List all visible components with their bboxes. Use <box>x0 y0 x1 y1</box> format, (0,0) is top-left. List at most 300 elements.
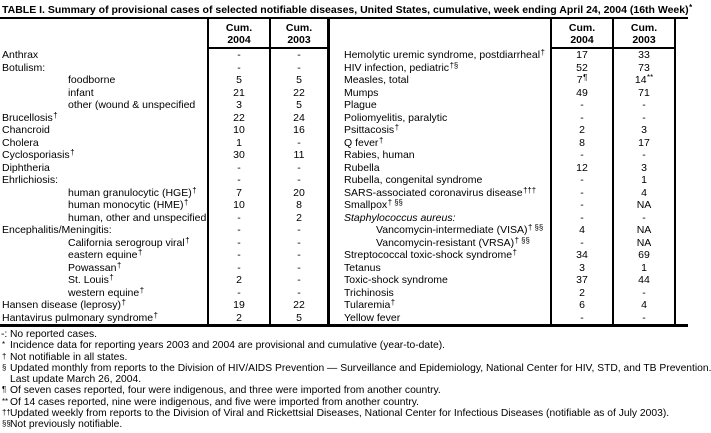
disease-label <box>0 99 207 112</box>
value-cum-2004 <box>207 237 269 250</box>
value-text: 24 <box>293 111 305 124</box>
value-cum-2003 <box>269 274 330 287</box>
value-cum-2003 <box>612 274 676 287</box>
footnote-marker: §§ <box>2 419 11 429</box>
disease-label <box>330 237 550 250</box>
value-text: - <box>237 236 241 249</box>
footnote-text: Incidence data for reporting years 2003 and 2004 are provisional and cumulative (year-to-date). <box>10 340 446 352</box>
value-cum-2003 <box>612 99 676 112</box>
value-text: 8 <box>296 199 302 211</box>
value-cum-2003 <box>269 162 330 175</box>
disease-label <box>0 174 207 187</box>
table-title-footnote-marker: * <box>689 3 693 12</box>
value-footnote-marker: ¶ <box>583 73 588 82</box>
value-cum-2004 <box>207 187 269 200</box>
disease-footnote-marker: † <box>137 248 143 257</box>
value-text: - <box>580 211 584 224</box>
value-cum-2003 <box>612 299 676 312</box>
value-cum-2004 <box>550 49 612 62</box>
disease-label <box>330 287 550 300</box>
disease-label <box>0 62 207 75</box>
footnote <box>0 397 688 408</box>
value-cum-2004 <box>550 99 612 112</box>
disease-name: Cyclosporiasis <box>2 149 70 161</box>
value-text: 44 <box>638 274 650 286</box>
disease-footnote-marker: ††† <box>523 185 537 195</box>
value-text: - <box>580 111 584 124</box>
value-cum-2004 <box>550 74 612 87</box>
value-text: 37 <box>576 274 588 286</box>
left-cum-2004-header: Cum. 2004 <box>207 19 269 49</box>
disease-footnote-marker: † <box>184 198 189 207</box>
disease-name: foodborne <box>68 74 116 86</box>
value-text: 7 <box>236 186 242 199</box>
value-text: - <box>642 111 646 124</box>
disease-name: Tetanus <box>344 261 381 274</box>
disease-footnote-marker: † <box>109 273 114 282</box>
value-text: 10 <box>233 199 245 211</box>
footnote-marker: ** <box>2 396 9 406</box>
value-text: 1 <box>236 136 242 149</box>
value-cum-2004 <box>207 137 269 150</box>
value-cum-2004 <box>207 124 269 137</box>
value-cum-2003 <box>612 137 676 150</box>
footnote-marker: § <box>2 362 7 372</box>
disease-label <box>0 162 207 175</box>
disease-label <box>330 199 550 212</box>
value-text: 71 <box>638 86 650 99</box>
value-cum-2003 <box>269 312 330 325</box>
disease-label <box>0 224 207 237</box>
value-cum-2003 <box>269 187 330 200</box>
value-cum-2003 <box>612 224 676 237</box>
footnote <box>0 340 688 351</box>
value-cum-2004 <box>550 124 612 137</box>
value-cum-2004 <box>207 212 269 225</box>
disease-label <box>330 262 550 275</box>
value-footnote-marker: ** <box>647 73 654 82</box>
disease-label <box>330 274 550 287</box>
footnotes-section <box>0 327 711 431</box>
footnote-text: Updated monthly from reports to the Division of HIV/AIDS Prevention — Surveillance and Epidemiology, National Center for HIV, STD, and TB Prevention. <box>10 362 711 374</box>
value-cum-2003 <box>269 287 330 300</box>
disease-label <box>330 174 550 187</box>
footnote-text: Of seven cases reported, four were indigenous, and three were imported from another country. <box>10 385 441 397</box>
disease-label <box>330 299 550 312</box>
value-text: 12 <box>576 161 588 174</box>
value-cum-2003 <box>612 149 676 162</box>
disease-label <box>0 137 207 150</box>
value-text: 4 <box>579 224 585 236</box>
value-cum-2004 <box>550 149 612 162</box>
disease-name: Powassan <box>68 261 117 274</box>
value-text: - <box>237 261 241 274</box>
value-text: 19 <box>233 299 245 311</box>
value-text: - <box>237 224 241 236</box>
value-text: 22 <box>293 299 305 311</box>
disease-name: Anthrax <box>2 49 39 61</box>
value-text: 3 <box>641 161 647 174</box>
value-text: 20 <box>293 186 305 199</box>
value-cum-2003 <box>269 87 330 100</box>
value-text: 30 <box>233 149 245 161</box>
table-right-margin <box>676 19 688 324</box>
value-cum-2004 <box>550 212 612 225</box>
right-cum-2003-header: Cum. 2003 <box>612 19 676 49</box>
value-text: - <box>642 99 646 111</box>
value-cum-2003 <box>269 199 330 212</box>
disease-label <box>330 99 550 112</box>
value-text: - <box>237 61 241 74</box>
value-text: - <box>297 274 301 286</box>
disease-footnote-marker: † §§ <box>387 198 403 207</box>
disease-label <box>0 212 207 225</box>
disease-label <box>0 187 207 200</box>
disease-name: human granulocytic (HGE) <box>68 186 192 199</box>
disease-footnote-marker: † <box>70 148 75 157</box>
value-text: 2 <box>296 211 302 224</box>
value-cum-2004 <box>550 162 612 175</box>
value-cum-2004 <box>207 174 269 187</box>
value-text: - <box>237 49 241 61</box>
value-text: - <box>297 224 301 236</box>
footnote-text: Of 14 cases reported, nine were indigenous, and five were imported from another country. <box>10 396 420 408</box>
value-cum-2004 <box>207 262 269 275</box>
value-cum-2004 <box>207 99 269 112</box>
disease-name: Staphylococcus aureus: <box>344 211 456 224</box>
disease-label <box>330 112 550 125</box>
value-text: 1 <box>641 174 647 186</box>
value-text: 22 <box>293 86 305 99</box>
value-text: - <box>580 174 584 186</box>
value-cum-2003 <box>269 149 330 162</box>
value-cum-2003 <box>612 49 676 62</box>
notifiable-diseases-table <box>0 17 688 327</box>
value-text: 2 <box>236 274 242 286</box>
value-text: 6 <box>579 299 585 311</box>
value-text: - <box>237 286 241 299</box>
value-text: 3 <box>579 261 585 274</box>
value-cum-2004 <box>550 274 612 287</box>
value-text: 52 <box>576 61 588 74</box>
disease-footnote-marker: † §§ <box>514 235 530 245</box>
disease-label <box>0 112 207 125</box>
value-cum-2003 <box>612 237 676 250</box>
value-text: 4 <box>641 186 647 199</box>
table-title-text: TABLE I. Summary of provisional cases of selected notifiable diseases, United States, cumulative, week ending April 24, 2004 (16th Week) <box>2 4 689 16</box>
value-cum-2003 <box>269 224 330 237</box>
disease-footnote-marker: † <box>540 48 545 57</box>
left-disease-column-header <box>0 19 207 49</box>
value-text: 5 <box>296 99 302 111</box>
disease-label <box>0 74 207 87</box>
disease-name: Chancroid <box>2 124 50 136</box>
disease-footnote-marker: † <box>512 248 517 257</box>
disease-label <box>330 137 550 150</box>
value-text: 34 <box>576 249 588 261</box>
disease-label <box>330 74 550 87</box>
disease-footnote-marker: † <box>53 110 58 120</box>
disease-footnote-marker: † <box>153 310 158 320</box>
value-cum-2004 <box>550 112 612 125</box>
value-text: - <box>297 236 301 249</box>
value-text: - <box>297 249 301 261</box>
value-text: - <box>580 311 584 324</box>
disease-name: other (wound & unspecified <box>68 99 196 111</box>
value-text: 2 <box>579 124 585 136</box>
disease-label <box>0 287 207 300</box>
value-cum-2003 <box>612 124 676 137</box>
value-text: - <box>237 211 241 224</box>
disease-footnote-marker: †§ <box>449 60 459 70</box>
value-text: 4 <box>641 299 647 311</box>
disease-name: HIV infection, pediatric <box>344 61 450 74</box>
value-text: - <box>297 161 301 174</box>
value-cum-2003 <box>612 312 676 325</box>
value-cum-2004 <box>207 287 269 300</box>
value-text: - <box>237 174 241 186</box>
disease-footnote-marker: † <box>390 298 396 307</box>
disease-footnote-marker: † <box>192 185 197 195</box>
disease-label <box>0 249 207 262</box>
footnote-marker: ¶ <box>2 385 7 395</box>
value-cum-2003 <box>269 124 330 137</box>
disease-name: Streptococcal toxic-shock syndrome <box>344 249 513 261</box>
value-cum-2004 <box>207 62 269 75</box>
value-cum-2004 <box>550 262 612 275</box>
disease-label <box>330 224 550 237</box>
value-cum-2004 <box>550 299 612 312</box>
value-cum-2003 <box>612 112 676 125</box>
value-cum-2004 <box>207 87 269 100</box>
value-text: 17 <box>576 49 588 61</box>
value-text: - <box>297 286 301 299</box>
right-cum-2004-header: Cum. 2004 <box>550 19 612 49</box>
disease-label <box>0 124 207 137</box>
value-cum-2003 <box>612 249 676 262</box>
footnote <box>0 329 688 340</box>
value-text: NA <box>636 199 652 211</box>
disease-name: Toxic-shock syndrome <box>344 274 448 286</box>
disease-label <box>330 187 550 200</box>
value-cum-2004 <box>207 249 269 262</box>
value-text: 21 <box>233 86 245 99</box>
disease-label <box>0 299 207 312</box>
value-cum-2003 <box>612 87 676 100</box>
footnote-text: Last update March 26, 2004. <box>10 374 142 386</box>
disease-footnote-marker: † <box>116 260 122 270</box>
table-left-half <box>0 19 330 324</box>
disease-name: Rabies, human <box>344 149 415 161</box>
disease-name: Ehrlichiosis: <box>2 174 59 186</box>
disease-name: Diphtheria <box>2 161 50 174</box>
value-cum-2003 <box>612 62 676 75</box>
value-text: - <box>580 199 584 211</box>
value-text: - <box>297 49 301 61</box>
value-text: - <box>297 136 301 149</box>
value-cum-2003 <box>612 187 676 200</box>
disease-label <box>330 49 550 62</box>
footnote-text: Not notifiable in all states. <box>10 351 128 363</box>
disease-label <box>330 212 550 225</box>
value-cum-2003 <box>269 174 330 187</box>
value-cum-2004 <box>550 249 612 262</box>
disease-name: California serogroup viral <box>68 236 185 249</box>
disease-label <box>0 274 207 287</box>
disease-name: human monocytic (HME) <box>68 199 184 211</box>
value-cum-2003 <box>269 212 330 225</box>
disease-footnote-marker: † <box>378 135 384 145</box>
value-text: 3 <box>236 99 242 111</box>
value-cum-2004 <box>207 49 269 62</box>
right-disease-column-header <box>330 19 550 49</box>
disease-name: human, other and unspecified <box>68 211 207 224</box>
value-text: - <box>297 61 301 74</box>
disease-footnote-marker: † <box>185 235 190 245</box>
disease-name: Vancomycin-resistant (VRSA) <box>376 236 515 249</box>
disease-label <box>330 249 550 262</box>
value-cum-2003 <box>612 174 676 187</box>
value-cum-2003 <box>269 299 330 312</box>
value-text: - <box>237 249 241 261</box>
disease-name: Rubella <box>344 161 380 174</box>
footnote <box>0 352 688 363</box>
disease-footnote-marker: † <box>139 285 145 295</box>
disease-name: Hemolytic uremic syndrome, postdiarrheal <box>344 49 541 61</box>
value-cum-2004 <box>550 237 612 250</box>
footnote <box>0 362 711 374</box>
value-text: 1 <box>641 261 647 274</box>
footnote <box>0 408 688 419</box>
footnote <box>0 385 688 396</box>
value-cum-2004 <box>550 287 612 300</box>
disease-name: Measles, total <box>344 74 409 86</box>
disease-label <box>0 237 207 250</box>
value-cum-2003 <box>612 212 676 225</box>
disease-name: western equine <box>68 286 140 299</box>
value-text: 5 <box>236 74 242 86</box>
footnote-marker: † <box>2 351 7 361</box>
disease-name: infant <box>68 86 94 99</box>
value-cum-2004 <box>207 112 269 125</box>
value-text: - <box>580 99 584 111</box>
value-cum-2004 <box>550 174 612 187</box>
disease-label <box>0 262 207 275</box>
disease-name: Q fever <box>344 136 379 149</box>
value-text: - <box>580 186 584 199</box>
disease-label <box>0 49 207 62</box>
value-cum-2003 <box>269 137 330 150</box>
value-cum-2003 <box>269 112 330 125</box>
footnote-marker: * <box>2 340 6 350</box>
value-text: - <box>580 236 584 249</box>
disease-label <box>330 62 550 75</box>
disease-name: St. Louis <box>68 274 109 286</box>
value-text: 8 <box>579 136 585 149</box>
disease-label <box>0 199 207 212</box>
footnote-text: Not previously notifiable. <box>10 419 123 431</box>
disease-name: Plague <box>344 99 377 111</box>
disease-label <box>330 312 550 325</box>
value-text: - <box>642 286 646 299</box>
value-cum-2004 <box>550 224 612 237</box>
disease-name: Yellow fever <box>344 311 401 324</box>
value-text: 69 <box>638 249 650 261</box>
value-text: 22 <box>233 111 245 124</box>
disease-footnote-marker: † §§ <box>528 223 544 232</box>
value-text: - <box>297 261 301 274</box>
value-cum-2003 <box>612 262 676 275</box>
disease-name: Brucellosis <box>2 111 53 124</box>
value-cum-2003 <box>612 199 676 212</box>
value-text: 3 <box>641 124 647 136</box>
footnote-marker: †† <box>2 408 11 418</box>
value-text: - <box>642 211 646 224</box>
value-text: NA <box>636 236 652 249</box>
value-cum-2004 <box>550 199 612 212</box>
value-cum-2003 <box>269 49 330 62</box>
value-text: 73 <box>638 61 650 74</box>
value-text: 14 <box>634 74 647 86</box>
value-text: - <box>297 174 301 186</box>
value-cum-2004 <box>550 312 612 325</box>
disease-label <box>0 312 207 325</box>
disease-name: Rubella, congenital syndrome <box>344 174 483 186</box>
value-text: - <box>642 311 646 324</box>
disease-name: Hantavirus pulmonary syndrome <box>2 311 154 324</box>
value-cum-2004 <box>550 87 612 100</box>
disease-name: Tularemia <box>344 299 391 311</box>
value-cum-2004 <box>207 149 269 162</box>
value-cum-2004 <box>207 274 269 287</box>
value-cum-2004 <box>550 137 612 150</box>
value-text: NA <box>636 224 652 236</box>
value-text: 2 <box>579 286 585 299</box>
value-text: - <box>580 149 584 161</box>
disease-footnote-marker: † <box>121 298 126 307</box>
disease-name: Encephalitis/Meningitis: <box>2 224 112 236</box>
value-cum-2004 <box>550 187 612 200</box>
disease-label <box>0 149 207 162</box>
value-cum-2004 <box>207 74 269 87</box>
value-text: 5 <box>296 74 302 86</box>
value-text: 17 <box>638 136 650 149</box>
value-text: 33 <box>638 49 650 61</box>
disease-name: Trichinosis <box>344 286 394 299</box>
value-text: - <box>237 161 241 174</box>
value-cum-2004 <box>207 312 269 325</box>
disease-name: Cholera <box>2 136 39 149</box>
value-cum-2003 <box>612 162 676 175</box>
disease-name: Hansen disease (leprosy) <box>2 299 122 311</box>
left-cum-2003-header: Cum. 2003 <box>269 19 330 49</box>
footnote-text: Updated weekly from reports to the Division of Viral and Rickettsial Diseases, National Center for Infectious Diseases (notifiable as of July 2003). <box>10 408 670 420</box>
disease-footnote-marker: † <box>394 123 400 132</box>
value-text: 10 <box>233 124 245 136</box>
value-cum-2003 <box>269 249 330 262</box>
disease-name: SARS-associated coronavirus disease <box>344 186 523 199</box>
disease-name: Psittacosis <box>344 124 395 136</box>
value-cum-2004 <box>207 199 269 212</box>
value-text: 49 <box>576 86 588 99</box>
value-cum-2003 <box>269 62 330 75</box>
footnote-continuation <box>0 374 688 385</box>
value-text: 2 <box>236 311 242 324</box>
disease-label <box>330 87 550 100</box>
value-text: - <box>642 149 646 161</box>
table-right-half <box>330 19 676 324</box>
disease-name: Vancomycin-intermediate (VISA) <box>376 224 528 236</box>
